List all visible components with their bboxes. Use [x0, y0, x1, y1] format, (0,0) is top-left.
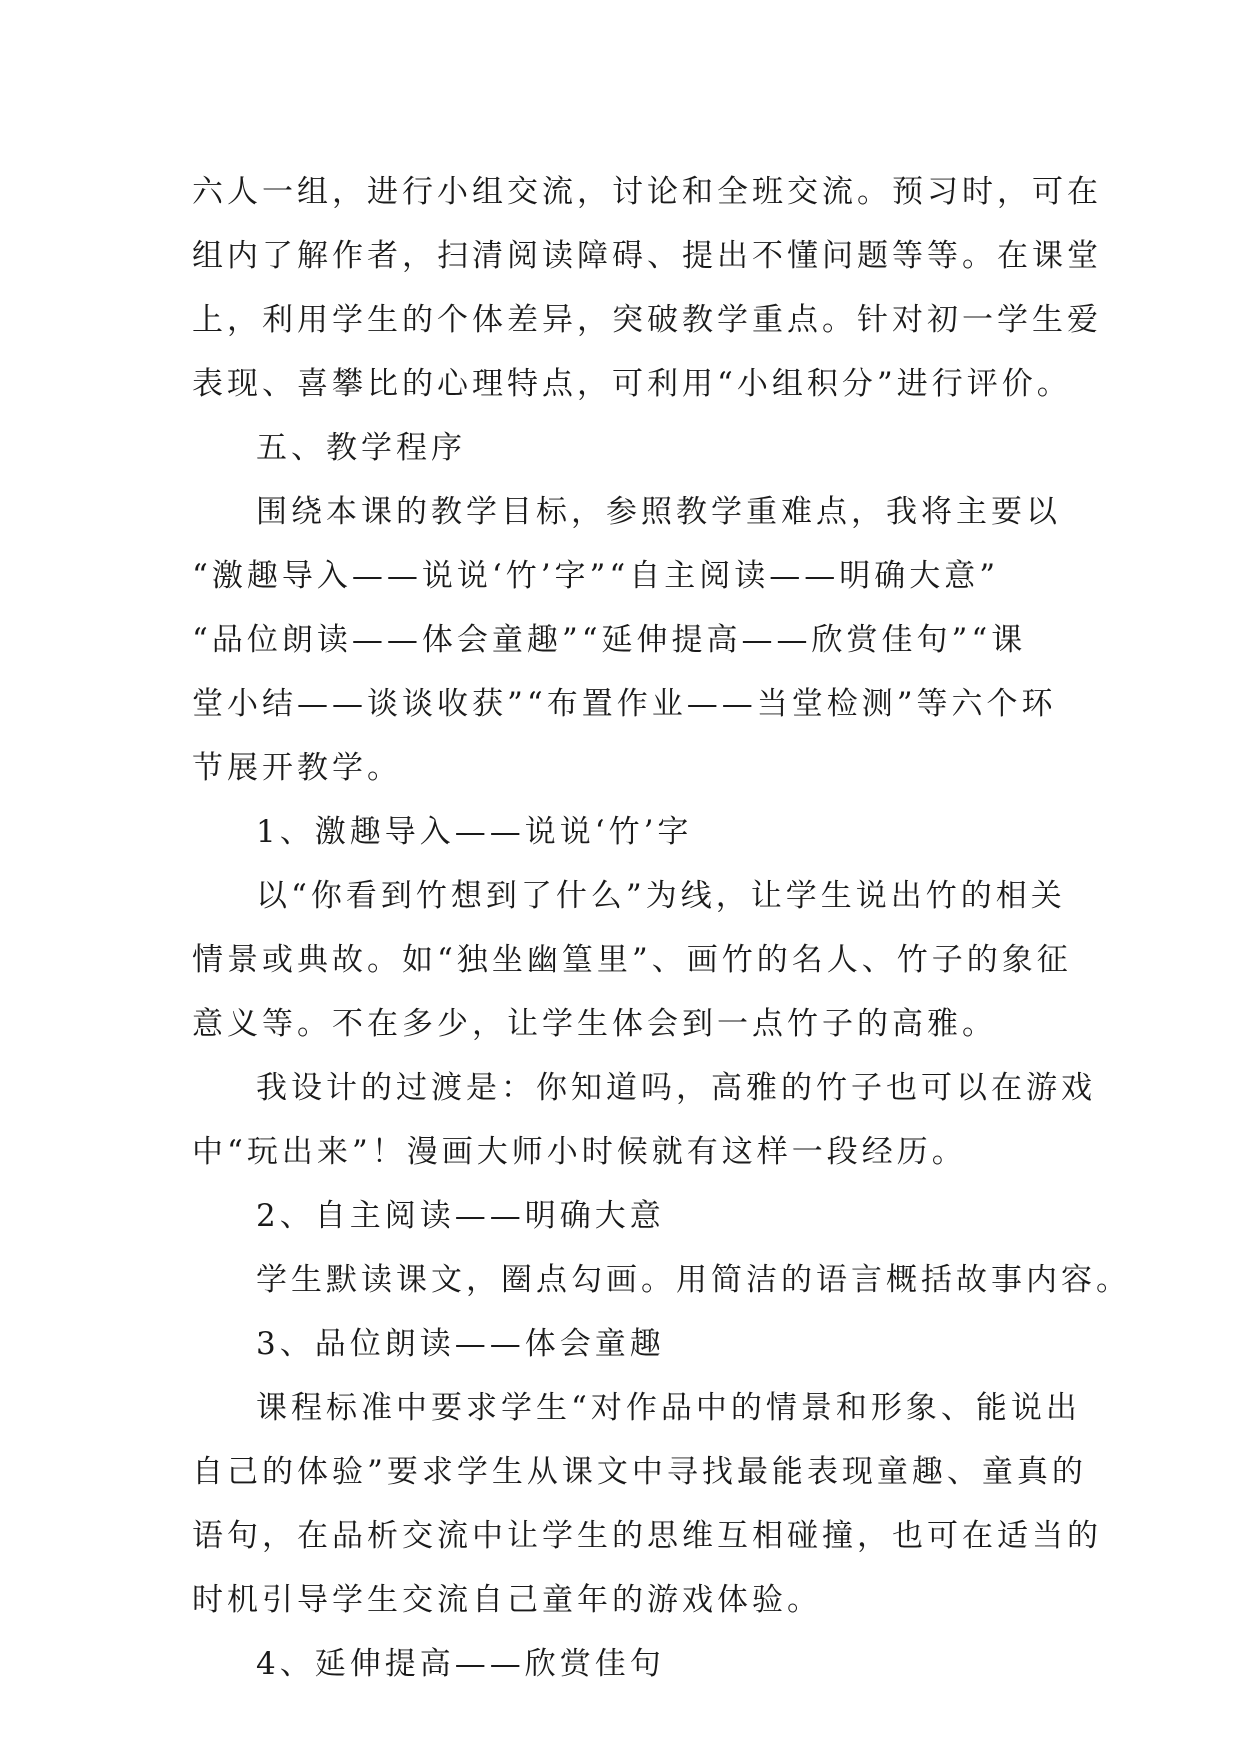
text-line: 学生默读课文，圈点勾画。用简洁的语言概括故事内容。 — [256, 1262, 1131, 1298]
text-line: 情景或典故。如“独坐幽篁里”、画竹的名人、竹子的象征 — [192, 942, 1072, 978]
text-line: 围绕本课的教学目标，参照教学重难点，我将主要以 — [256, 494, 1061, 530]
text-line: 上，利用学生的个体差异，突破教学重点。针对初一学生爱 — [192, 302, 1102, 338]
text-line: 课程标准中要求学生“对作品中的情景和形象、能说出 — [256, 1390, 1081, 1426]
subsection-heading: 1、激趣导入——说说‘竹’字 — [256, 814, 693, 850]
subsection-heading: 2、自主阅读——明确大意 — [256, 1198, 665, 1234]
subsection-heading: 4、延伸提高——欣赏佳句 — [256, 1646, 665, 1682]
text-line: 意义等。不在多少，让学生体会到一点竹子的高雅。 — [192, 1006, 997, 1042]
section-heading: 五、教学程序 — [256, 430, 466, 466]
text-line: 以“你看到竹想到了什么”为线，让学生说出竹的相关 — [256, 878, 1066, 914]
text-line: 组内了解作者，扫清阅读障碍、提出不懂问题等等。在课堂 — [192, 238, 1102, 274]
text-line: 节展开教学。 — [192, 750, 402, 786]
text-line: 自己的体验”要求学生从课文中寻找最能表现童趣、童真的 — [192, 1454, 1087, 1490]
text-line: 六人一组，进行小组交流，讨论和全班交流。预习时，可在 — [192, 174, 1102, 210]
text-line: 中“玩出来”！漫画大师小时候就有这样一段经历。 — [192, 1134, 967, 1170]
document-body — [192, 160, 1131, 1696]
text-line: 表现、喜攀比的心理特点，可利用“小组积分”进行评价。 — [192, 366, 1072, 402]
text-line: “激趣导入——说说‘竹’字”“自主阅读——明确大意” — [192, 558, 1000, 594]
text-line: 时机引导学生交流自己童年的游戏体验。 — [192, 1582, 822, 1618]
text-line: 堂小结——谈谈收获”“布置作业——当堂检测”等六个环 — [192, 686, 1057, 722]
text-line: 语句，在品析交流中让学生的思维互相碰撞，也可在适当的 — [192, 1518, 1102, 1554]
text-line: “品位朗读——体会童趣”“延伸提高——欣赏佳句”“课 — [192, 622, 1027, 658]
subsection-heading: 3、品位朗读——体会童趣 — [256, 1326, 665, 1362]
text-line: 我设计的过渡是：你知道吗，高雅的竹子也可以在游戏 — [256, 1070, 1096, 1106]
